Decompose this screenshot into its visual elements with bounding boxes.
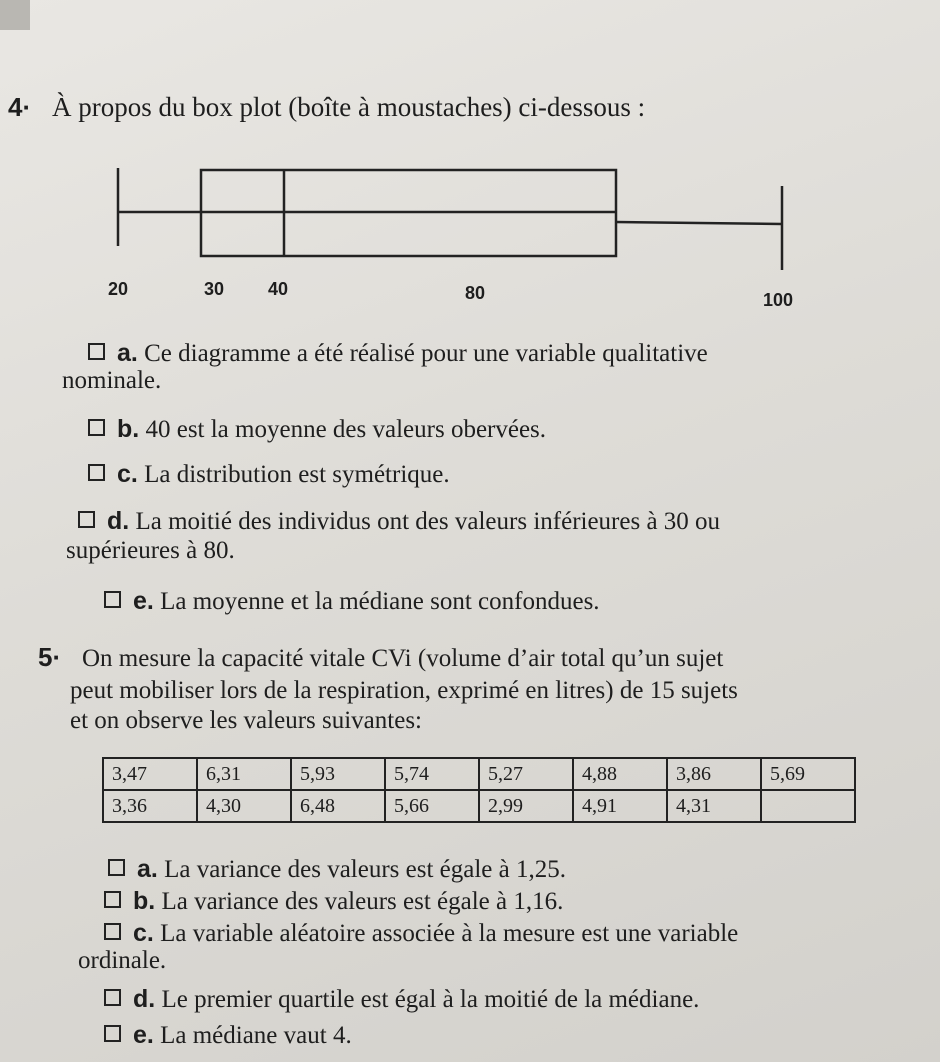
question-4-number: 4·: [8, 92, 32, 122]
table-cell: 5,69: [761, 758, 855, 790]
tick-label-20: 20: [108, 279, 129, 299]
option-text: La médiane vaut 4.: [160, 1022, 352, 1049]
table-cell: 3,86: [667, 758, 761, 790]
option-letter: b.: [133, 887, 156, 915]
checkbox-b[interactable]: [88, 419, 105, 436]
option-text: 40 est la moyenne des valeurs obervées.: [145, 416, 547, 443]
table-cell: 4,88: [573, 758, 667, 790]
option-letter: a.: [137, 855, 158, 883]
q5-option-e[interactable]: [104, 1019, 352, 1052]
question-5-line-1: On mesure la capacité vitale CVi (volume d’air total qu’un sujet: [82, 645, 724, 672]
table-cell: 5,93: [291, 758, 385, 790]
q5-option-d[interactable]: [104, 983, 699, 1016]
table-cell: 5,74: [385, 758, 479, 790]
table-cell: [761, 790, 855, 822]
page-corner-shadow: [0, 0, 30, 30]
option-letter: c.: [117, 460, 138, 488]
checkbox-d[interactable]: [104, 989, 121, 1006]
q5-option-b[interactable]: [104, 885, 563, 918]
values-table: [102, 757, 856, 823]
q5-option-a[interactable]: [108, 853, 566, 886]
q5-option-c[interactable]: [104, 917, 738, 950]
table-cell: 4,31: [667, 790, 761, 822]
option-text: La variance des valeurs est égale à 1,25.: [164, 856, 567, 883]
q4-option-a[interactable]: [88, 337, 708, 370]
question-5-line-2: peut mobiliser lors de la respiration, exprimé en litres) de 15 sujets: [70, 677, 738, 704]
checkbox-a[interactable]: [88, 343, 105, 360]
tick-label-80: 80: [465, 283, 486, 303]
table-row: [103, 790, 855, 822]
question-4-prompt: À propos du box plot (boîte à moustaches) ci-dessous :: [52, 92, 646, 122]
question-5-number: 5·: [38, 642, 62, 672]
q4-option-a-continuation: nominale.: [62, 367, 162, 394]
q5-option-c-continuation: ordinale.: [78, 947, 167, 974]
tick-label-40: 40: [268, 279, 289, 299]
table-cell: 5,66: [385, 790, 479, 822]
option-letter: d.: [133, 985, 156, 1013]
option-text: Le premier quartile est égal à la moitié de la médiane.: [161, 986, 700, 1013]
checkbox-b[interactable]: [104, 891, 121, 908]
option-letter: c.: [133, 919, 154, 947]
option-letter: e.: [133, 1021, 154, 1049]
table-row: [103, 758, 855, 790]
table-cell: 6,31: [197, 758, 291, 790]
q4-option-b[interactable]: [88, 413, 546, 446]
checkbox-d[interactable]: [78, 511, 95, 528]
checkbox-e[interactable]: [104, 1025, 121, 1042]
option-text: Ce diagramme a été réalisé pour une variable qualitative: [144, 340, 708, 367]
table-cell: 6,48: [291, 790, 385, 822]
checkbox-a[interactable]: [108, 859, 125, 876]
tick-label-100: 100: [763, 290, 794, 310]
tick-label-30: 30: [204, 279, 225, 299]
q4-option-d-continuation: supérieures à 80.: [66, 537, 235, 564]
question-5-line-3: et on observe les valeurs suivantes:: [70, 707, 422, 734]
q4-option-e[interactable]: [104, 585, 600, 618]
table-cell: 4,91: [573, 790, 667, 822]
option-text: La variance des valeurs est égale à 1,16.: [161, 888, 564, 915]
option-text: La distribution est symétrique.: [144, 461, 450, 488]
q4-option-d[interactable]: [78, 505, 720, 538]
table-cell: 3,47: [103, 758, 197, 790]
checkbox-e[interactable]: [104, 591, 121, 608]
checkbox-c[interactable]: [104, 923, 121, 940]
option-letter: e.: [133, 587, 154, 615]
q4-option-c[interactable]: [88, 458, 450, 491]
option-text: La moitié des individus ont des valeurs inférieures à 30 ou: [135, 508, 721, 535]
table-cell: 3,36: [103, 790, 197, 822]
checkbox-c[interactable]: [88, 464, 105, 481]
table-cell: 5,27: [479, 758, 573, 790]
option-letter: b.: [117, 415, 140, 443]
table-cell: 4,30: [197, 790, 291, 822]
option-letter: a.: [117, 339, 138, 367]
whisker-right: [616, 222, 782, 224]
option-letter: d.: [107, 507, 130, 535]
table-cell: 2,99: [479, 790, 573, 822]
option-text: La moyenne et la médiane sont confondues.: [160, 588, 600, 615]
option-text: La variable aléatoire associée à la mesure est une variable: [160, 920, 739, 947]
